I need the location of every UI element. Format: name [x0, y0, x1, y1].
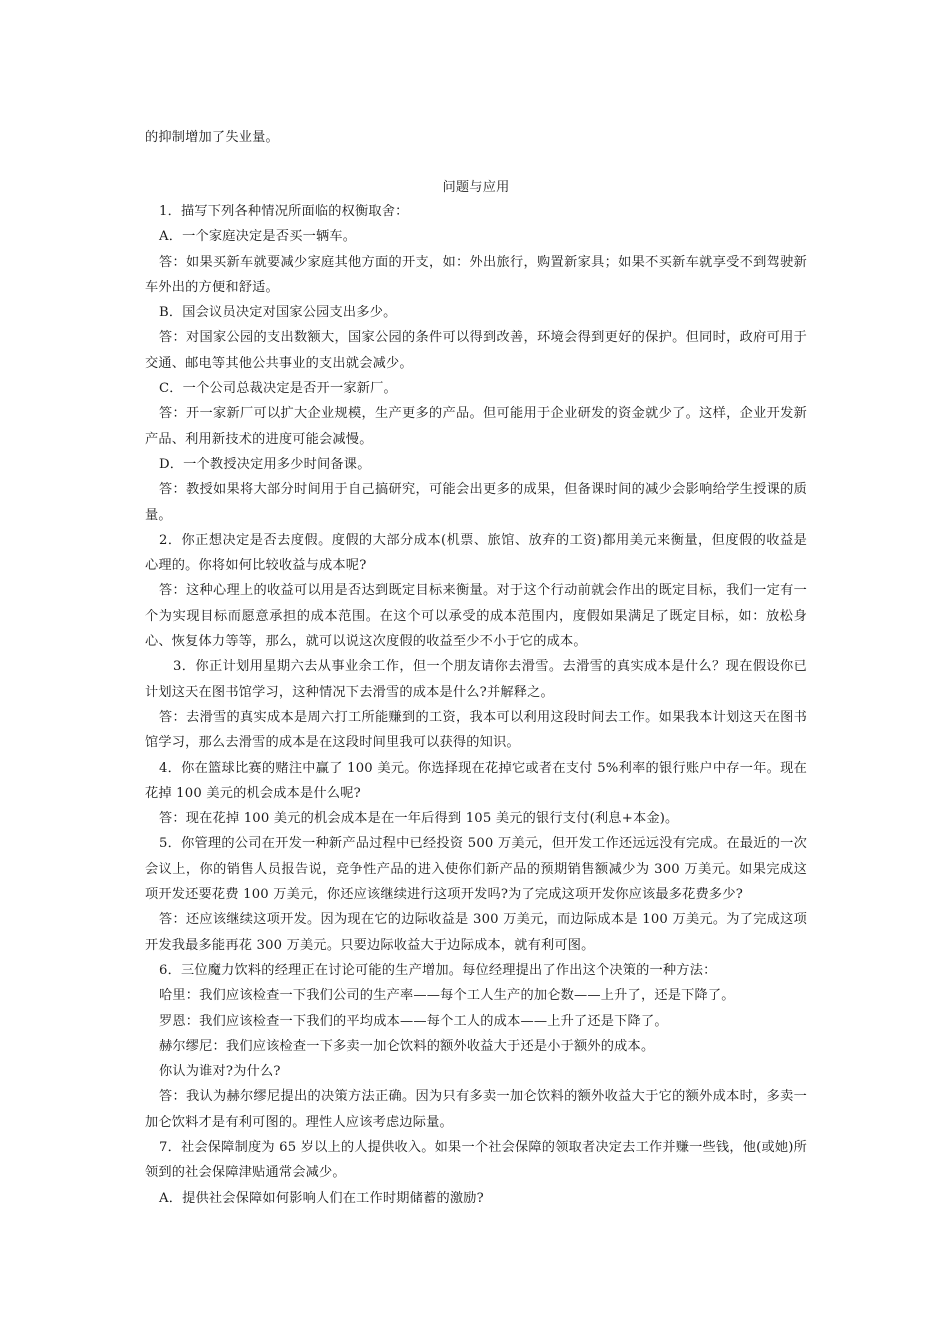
paragraph: 5．你管理的公司在开发一种新产品过程中已经投资 500 万美元，但开发工作还远远没有完成。在最近的一次会议上，你的销售人员报告说，竞争性产品的进入使你们新产品的预期销售额减少为 300 万美元。如果完成这项开发还要花费 100 万美元，你还应该继续进行这项开发吗?为了完成这项开发你应该最多花费多少? [145, 836, 807, 903]
body-text [145, 199, 807, 1211]
paragraph: 答：去滑雪的真实成本是周六打工所能赚到的工资，我本可以利用这段时间去工作。如果我本计划这天在图书馆学习，那么去滑雪的成本是在这段时间里我可以获得的知识。 [145, 709, 807, 751]
paragraph: 2．你正想决定是否去度假。度假的大部分成本(机票、旅馆、放弃的工资)都用美元来衡量，但度假的收益是心理的。你将如何比较收益与成本呢? [145, 532, 807, 574]
paragraph: 答：现在花掉 100 美元的机会成本是在一年后得到 105 美元的银行支付(利息+本金)。 [159, 811, 679, 827]
paragraph: 4．你在篮球比赛的赌注中赢了 100 美元。你选择现在花掉它或者在支付 5%利率的银行账户中存一年。现在花掉 100 美元的机会成本是什么呢? [145, 760, 807, 801]
paragraph: 7．社会保障制度为 65 岁以上的人提供收入。如果一个社会保障的领取者决定去工作并赚一些钱，他(或她)所领到的社会保障津贴通常会减少。 [145, 1139, 807, 1181]
section-title: 问题与应用 [442, 180, 510, 195]
paragraph: 6．三位魔力饮料的经理正在讨论可能的生产增加。每位经理提出了作出这个决策的一种方法： [159, 962, 717, 978]
opening-line: 的抑制增加了失业量。 [145, 130, 279, 145]
paragraph: B．国会议员决定对国家公园支出多少。 [159, 305, 397, 321]
paragraph: C．一个公司总裁决定是否开一家新厂。 [159, 381, 397, 397]
paragraph: 答：开一家新厂可以扩大企业规模，生产更多的产品。但可能用于企业研发的资金就少了。这样，企业开发新产品、利用新技术的进度可能会减慢。 [145, 406, 807, 447]
paragraph: 答：如果买新车就要减少家庭其他方面的开支，如：外出旅行，购置新家具；如果不买新车就享受不到驾驶新车外出的方便和舒适。 [145, 254, 807, 295]
paragraph: A．一个家庭决定是否买一辆车。 [159, 229, 357, 245]
paragraph: 答：我认为赫尔缪尼提出的决策方法正确。因为只有多卖一加仑饮料的额外收益大于它的额外成本时，多卖一加仑饮料才是有利可图的。理性人应该考虑边际量。 [145, 1089, 807, 1130]
paragraph: A．提供社会保障如何影响人们在工作时期储蓄的激励? [159, 1190, 484, 1206]
paragraph: 答：对国家公园的支出数额大，国家公园的条件可以得到改善，环境会得到更好的保护。但同时，政府可用于交通、邮电等其他公共事业的支出就会减少。 [145, 330, 807, 371]
paragraph: 答：教授如果将大部分时间用于自己搞研究，可能会出更多的成果，但备课时间的减少会影响给学生授课的质量。 [145, 482, 807, 523]
paragraph: 答：还应该继续这项开发。因为现在它的边际收益是 300 万美元，而边际成本是 100 万美元。为了完成这项开发我最多能再花 300 万美元。只要边际收益大于边际成本，就有利可图。 [145, 912, 807, 953]
paragraph: 1．描写下列各种情况所面临的权衡取舍： [159, 204, 409, 219]
paragraph: 罗恩：我们应该检查一下我们的平均成本——每个工人的成本——上升了还是下降了。 [159, 1013, 668, 1029]
paragraph: 答：这种心理上的收益可以用是否达到既定目标来衡量。对于这个行动前就会作出的既定目标，我们一定有一个为实现目标而愿意承担的成本范围。在这个可以承受的成本范围内，度假如果满足了既定目标，如：放松身心、恢复体力等等，那么，就可以说这次度假的收益至少不小于它的成本。 [145, 583, 807, 650]
paragraph: 你认为谁对?为什么? [159, 1064, 281, 1080]
paragraph: 哈里：我们应该检查一下我们公司的生产率——每个工人生产的加仑数——上升了，还是下降了。 [159, 988, 735, 1004]
paragraph: D．一个教授决定用多少时间备课。 [159, 456, 371, 472]
paragraph: 3．你正计划用星期六去从事业余工作，但一个朋友请你去滑雪。去滑雪的真实成本是什么？现在假设你已计划这天在图书馆学习，这种情况下去滑雪的成本是什么?并解释之。 [145, 659, 807, 700]
paragraph: 赫尔缪尼：我们应该检查一下多卖一加仑饮料的额外收益大于还是小于额外的成本。 [159, 1038, 655, 1054]
